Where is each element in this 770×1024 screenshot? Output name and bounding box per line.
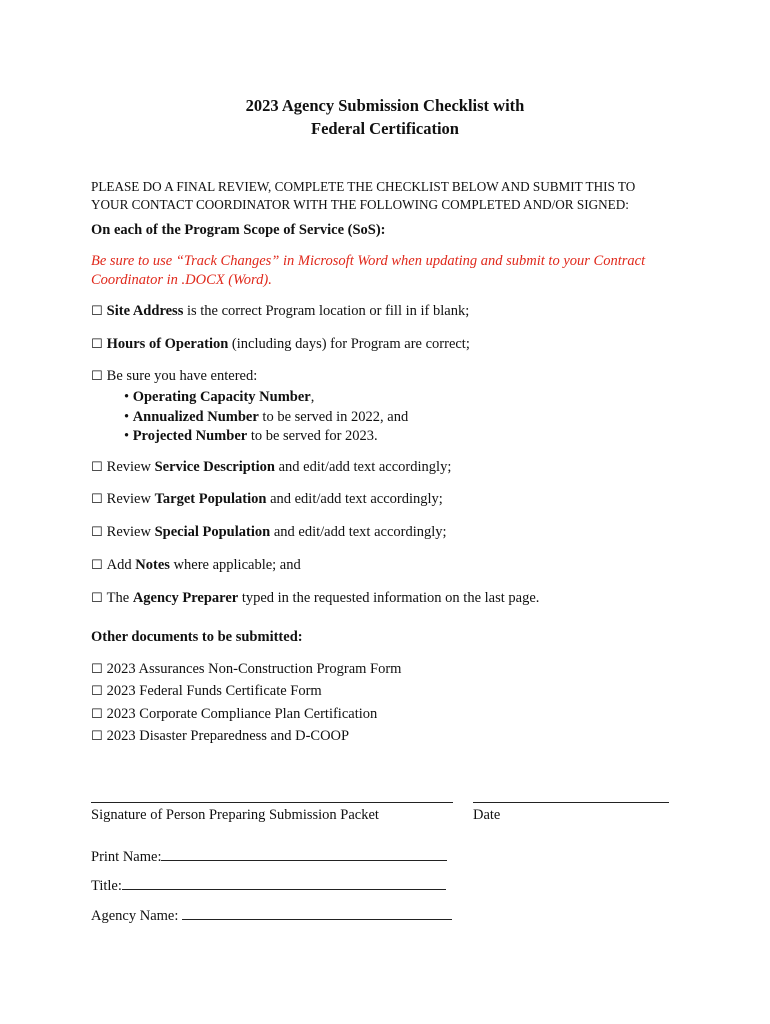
checklist-item-notes: ☐ Add Notes where applicable; and: [91, 557, 301, 573]
other-documents-heading: Other documents to be submitted:: [91, 629, 303, 645]
date-line[interactable]: [473, 802, 669, 803]
signature-line[interactable]: [91, 802, 453, 803]
bullet-item: • Projected Number to be served for 2023.: [124, 428, 378, 444]
bullet-item: • Operating Capacity Number,: [124, 389, 315, 405]
print-name-field[interactable]: [161, 846, 447, 861]
checkbox-icon[interactable]: ☐: [91, 729, 103, 744]
note-line-1: Be sure to use “Track Changes” in Microsoft Word when updating and submit to your Contract: [91, 253, 646, 269]
checkbox-icon[interactable]: ☐: [91, 707, 103, 722]
other-doc-item: ☐ 2023 Disaster Preparedness and D-COOP: [91, 728, 350, 744]
checklist-item-target-population: ☐ Review Target Population and edit/add text accordingly;: [91, 491, 443, 507]
title-label: Title:: [91, 878, 122, 894]
date-label: Date: [473, 807, 501, 823]
checkbox-icon[interactable]: ☐: [91, 684, 103, 699]
entered-bullet-list: [124, 388, 408, 447]
checklist-item-special-population: ☐ Review Special Population and edit/add text accordingly;: [91, 524, 447, 540]
title-line-2: Federal Certification: [311, 119, 459, 138]
agency-name-row: [91, 905, 452, 925]
checklist-item-site-address: ☐ Site Address is the correct Program location or fill in if blank;: [91, 303, 470, 319]
agency-name-label: Agency Name:: [91, 908, 182, 924]
other-doc-item: ☐ 2023 Corporate Compliance Plan Certification: [91, 706, 378, 722]
checklist-item-hours: ☐ Hours of Operation (including days) for Program are correct;: [91, 336, 470, 352]
checkbox-icon[interactable]: ☐: [91, 460, 103, 475]
other-doc-item: ☐ 2023 Assurances Non-Construction Program Form: [91, 661, 402, 677]
checkbox-icon[interactable]: ☐: [91, 591, 103, 606]
track-changes-note: [91, 252, 691, 290]
checkbox-icon[interactable]: ☐: [91, 492, 103, 507]
checklist-item-service-description: ☐ Review Service Description and edit/add text accordingly;: [91, 459, 452, 475]
checkbox-icon[interactable]: ☐: [91, 558, 103, 573]
checklist-item-entered: ☐ Be sure you have entered:: [91, 368, 258, 384]
title-field[interactable]: [122, 875, 446, 890]
note-line-2: Coordinator in .DOCX (Word).: [91, 272, 272, 288]
other-doc-item: ☐ 2023 Federal Funds Certificate Form: [91, 683, 322, 699]
checkbox-icon[interactable]: ☐: [91, 337, 103, 352]
title-row: [91, 875, 446, 895]
checklist-item-agency-preparer: ☐ The Agency Preparer typed in the requested information on the last page.: [91, 590, 540, 606]
intro-instructions: [91, 178, 691, 214]
checkbox-icon[interactable]: ☐: [91, 662, 103, 677]
signature-label: Signature of Person Preparing Submission Packet: [91, 807, 379, 823]
checkbox-icon[interactable]: ☐: [91, 525, 103, 540]
intro-line-2: YOUR CONTACT COORDINATOR WITH THE FOLLOWING COMPLETED AND/OR SIGNED:: [91, 197, 629, 212]
bullet-item: • Annualized Number to be served in 2022, and: [124, 408, 409, 425]
intro-line-1: PLEASE DO A FINAL REVIEW, COMPLETE THE CHECKLIST BELOW AND SUBMIT THIS TO: [91, 179, 636, 194]
print-name-label: Print Name:: [91, 849, 162, 865]
agency-name-field[interactable]: [182, 905, 452, 920]
print-name-row: [91, 846, 447, 866]
title-line-1: 2023 Agency Submission Checklist with: [245, 96, 525, 115]
checkbox-icon[interactable]: ☐: [91, 369, 103, 384]
checkbox-icon[interactable]: ☐: [91, 304, 103, 319]
document-title: [0, 94, 770, 140]
sos-heading: On each of the Program Scope of Service (SoS):: [91, 222, 386, 238]
